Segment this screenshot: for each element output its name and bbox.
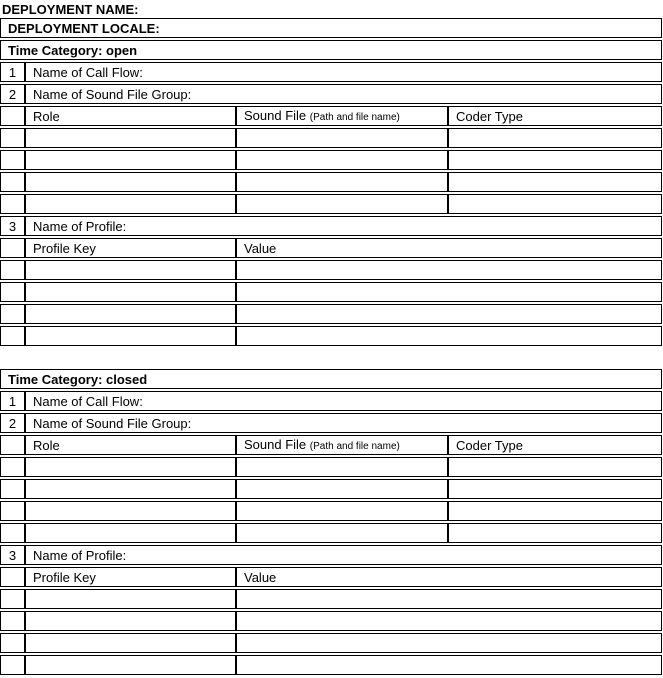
coder-type-entry-cell: [448, 501, 662, 521]
coder-type-entry-cell: [448, 457, 662, 477]
row-number-cell: [0, 501, 25, 521]
row-number-cell: 2: [0, 413, 25, 433]
role-header-cell: Role: [25, 106, 236, 126]
profile-key-entry-cell: [25, 304, 236, 324]
sound-file-entry-cell: [236, 479, 448, 499]
profile-table-header-row: [0, 238, 662, 258]
deployment-name-label: DEPLOYMENT NAME:: [2, 2, 139, 17]
role-entry-cell: [25, 523, 236, 543]
sound-table-header-row: [0, 435, 662, 455]
row-number-cell: [0, 479, 25, 499]
value-entry-cell: [236, 655, 662, 675]
form-table-open: [0, 16, 662, 348]
row-number-cell: 3: [0, 545, 25, 565]
profile-key-entry-cell: [25, 282, 236, 302]
role-entry-cell: [25, 128, 236, 148]
row-number-cell: 3: [0, 216, 25, 236]
profile-table-empty-row: [0, 589, 662, 609]
sound-table-empty-row: [0, 150, 662, 170]
coder-type-entry-cell: [448, 172, 662, 192]
sound-table-empty-row: [0, 172, 662, 192]
value-entry-cell: [236, 282, 662, 302]
row-number-cell: [0, 655, 25, 675]
sound-table-empty-row: [0, 479, 662, 499]
coder-type-entry-cell: [448, 194, 662, 214]
profile-key-entry-cell: [25, 611, 236, 631]
role-entry-cell: [25, 457, 236, 477]
value-entry-cell: [236, 589, 662, 609]
row-number-cell: [0, 150, 25, 170]
row-number-cell: [0, 128, 25, 148]
profile-table-empty-row: [0, 260, 662, 280]
sound-file-header-label: Sound File: [244, 436, 307, 452]
role-entry-cell: [25, 501, 236, 521]
row-number-cell: [0, 589, 25, 609]
role-entry-cell: [25, 194, 236, 214]
coder-type-entry-cell: [448, 479, 662, 499]
sound-file-header-cell: [236, 435, 448, 455]
call-flow-label: Name of Call Flow:: [25, 391, 662, 411]
profile-table-empty-row: [0, 655, 662, 675]
profile-label: Name of Profile:: [25, 545, 662, 565]
value-entry-cell: [236, 304, 662, 324]
coder-type-entry-cell: [448, 150, 662, 170]
coder-type-entry-cell: [448, 523, 662, 543]
profile-row: [0, 545, 662, 565]
sound-file-group-label: Name of Sound File Group:: [25, 84, 662, 104]
profile-table-empty-row: [0, 633, 662, 653]
profile-key-entry-cell: [25, 326, 236, 346]
profile-table-header-row: [0, 567, 662, 587]
sound-file-group-row: [0, 84, 662, 104]
row-number-cell: [0, 567, 25, 587]
role-entry-cell: [25, 172, 236, 192]
sound-table-empty-row: [0, 128, 662, 148]
row-number-cell: [0, 457, 25, 477]
locale-row: [0, 18, 662, 38]
profile-key-entry-cell: [25, 633, 236, 653]
profile-table-empty-row: [0, 304, 662, 324]
role-header-cell: Role: [25, 435, 236, 455]
row-number-cell: [0, 106, 25, 126]
sound-file-group-label: Name of Sound File Group:: [25, 413, 662, 433]
sound-file-entry-cell: [236, 457, 448, 477]
coder-type-header-cell: Coder Type: [448, 106, 662, 126]
role-entry-cell: [25, 479, 236, 499]
value-entry-cell: [236, 633, 662, 653]
sound-file-header-note: (Path and file name): [309, 440, 400, 452]
profile-key-header-cell: Profile Key: [25, 567, 236, 587]
coder-type-entry-cell: [448, 128, 662, 148]
profile-label: Name of Profile:: [25, 216, 662, 236]
sound-file-entry-cell: [236, 150, 448, 170]
time-category-closed-label: Time Category: closed: [0, 369, 662, 389]
call-flow-label: Name of Call Flow:: [25, 62, 662, 82]
role-entry-cell: [25, 150, 236, 170]
row-number-cell: [0, 194, 25, 214]
sound-table-empty-row: [0, 457, 662, 477]
row-number-cell: [0, 633, 25, 653]
row-number-cell: 1: [0, 391, 25, 411]
row-number-cell: [0, 326, 25, 346]
value-entry-cell: [236, 326, 662, 346]
sound-table-empty-row: [0, 194, 662, 214]
profile-key-header-cell: Profile Key: [25, 238, 236, 258]
value-header-cell: Value: [236, 567, 662, 587]
sound-file-entry-cell: [236, 172, 448, 192]
time-category-open-label: Time Category: open: [0, 40, 662, 60]
coder-type-header-cell: Coder Type: [448, 435, 662, 455]
profile-key-entry-cell: [25, 655, 236, 675]
sound-table-empty-row: [0, 523, 662, 543]
profile-key-entry-cell: [25, 260, 236, 280]
row-number-cell: [0, 611, 25, 631]
deployment-locale-label: DEPLOYMENT LOCALE:: [0, 18, 662, 38]
value-entry-cell: [236, 260, 662, 280]
sound-file-entry-cell: [236, 194, 448, 214]
value-entry-cell: [236, 611, 662, 631]
sound-file-entry-cell: [236, 523, 448, 543]
profile-table-empty-row: [0, 282, 662, 302]
row-number-cell: [0, 304, 25, 324]
profile-table-empty-row: [0, 326, 662, 346]
row-number-cell: [0, 260, 25, 280]
sound-file-header-label: Sound File: [244, 107, 307, 123]
sound-table-header-row: [0, 106, 662, 126]
row-number-cell: [0, 238, 25, 258]
profile-key-entry-cell: [25, 589, 236, 609]
row-number-cell: 2: [0, 84, 25, 104]
sound-file-header-cell: [236, 106, 448, 126]
call-flow-row: [0, 62, 662, 82]
form-table-closed: [0, 367, 662, 677]
time-category-row: [0, 369, 662, 389]
value-header-cell: Value: [236, 238, 662, 258]
sound-file-group-row: [0, 413, 662, 433]
sound-file-header-note: (Path and file name): [309, 111, 400, 123]
profile-row: [0, 216, 662, 236]
profile-table-empty-row: [0, 611, 662, 631]
time-category-row: [0, 40, 662, 60]
row-number-cell: [0, 172, 25, 192]
row-number-cell: [0, 523, 25, 543]
sound-file-entry-cell: [236, 128, 448, 148]
sound-table-empty-row: [0, 501, 662, 521]
call-flow-row: [0, 391, 662, 411]
sound-file-entry-cell: [236, 501, 448, 521]
row-number-cell: 1: [0, 62, 25, 82]
row-number-cell: [0, 435, 25, 455]
row-number-cell: [0, 282, 25, 302]
